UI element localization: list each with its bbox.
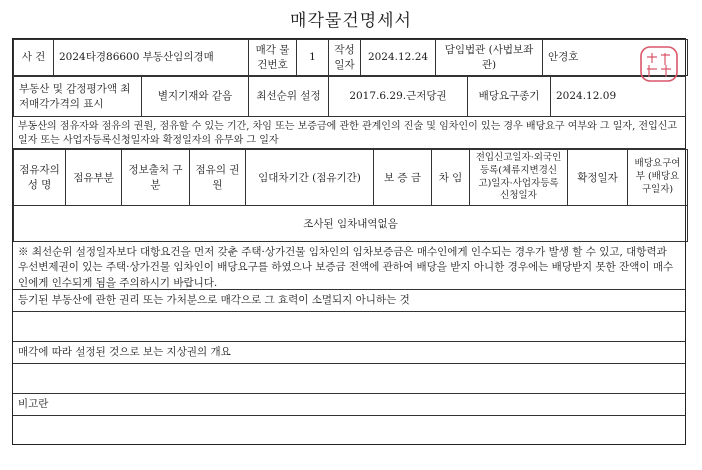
header-occupancy-right: 점유의 권 원 xyxy=(190,150,246,206)
case-value: 2024타경86600 부동산임의경매 xyxy=(54,40,249,76)
judge-value: 안경호 xyxy=(548,51,579,64)
section-label-superficies: 매각에 따라 설정된 것으로 보는 지상권의 개요 xyxy=(13,342,685,364)
priority-value: 2017.6.29.근저당권 xyxy=(329,77,468,117)
section-content-remarks xyxy=(13,416,685,444)
section-content-superficies xyxy=(13,364,685,394)
judge-cell xyxy=(543,40,688,76)
header-occupant-name: 점유자의 성 명 xyxy=(14,150,66,206)
deadline-value: 2024.12.09 xyxy=(551,77,686,117)
header-rent: 차 임 xyxy=(432,150,470,206)
header-lease-period: 임대차기간 (점유기간) xyxy=(246,150,374,206)
section-content-unextinguished-rights xyxy=(13,312,685,342)
header-deposit: 보 증 금 xyxy=(374,150,432,206)
official-seal-icon xyxy=(639,45,679,83)
section-label-remarks: 비고란 xyxy=(13,394,685,416)
auction-statement-document xyxy=(12,38,686,445)
case-info-table xyxy=(13,39,688,76)
case-label: 사 건 xyxy=(14,40,54,76)
header-info-source: 정보출처 구 분 xyxy=(122,150,190,206)
header-occupied-part: 점유부분 xyxy=(66,150,122,206)
appraisal-label: 부동산 및 감정평가액 최저매각가격의 표시 xyxy=(14,77,142,117)
date-label: 작성 일자 xyxy=(329,40,361,76)
item-number-label: 매각 물건번호 xyxy=(249,40,297,76)
priority-label: 최선순위 설정 xyxy=(249,77,329,117)
header-dividend-request: 배당요구여부 (배당요구일자) xyxy=(628,150,688,206)
header-fixed-date: 확정일자 xyxy=(568,150,628,206)
date-value: 2024.12.24 xyxy=(361,40,436,76)
deadline-label: 배당요구종기 xyxy=(468,77,551,117)
notice-text: ※ 최선순위 설정일자보다 대항요건을 먼저 갖춘 주택·상가건물 임차인의 임차보증금은 매수인에게 인수되는 경우가 발생 할 수 있고, 대항력과 우선변제권이 있는 주택·상가건물 임차인이 배당요구를 하였으나 보증금 전액에 관하여 배당을 받지 아니한 경우에는 배당받지 못한 잔액이 매수인에게 인수되게 됨을 주의하시기 바랍니다. xyxy=(13,242,685,290)
header-registration-date: 전입신고일자·외국인등록(체류지변경신고)일자·사업자등록신청일자 xyxy=(470,150,568,206)
judge-label: 담임법관 (사법보좌관) xyxy=(436,40,543,76)
section-label-unextinguished-rights: 등기된 부동산에 관한 권리 또는 가처분으로 매각으로 그 효력이 소멸되지 아니하는 것 xyxy=(13,290,685,312)
item-number-value: 1 xyxy=(297,40,329,76)
occupancy-table xyxy=(13,149,688,242)
appraisal-table xyxy=(13,76,686,117)
occupancy-intro: 부동산의 점유자와 점유의 권원, 점유할 수 있는 기간, 차임 또는 보증금에 관한 관계인의 진술 및 임차인이 있는 경우 배당요구 여부와 그 일자, 전입신고일자 또는 사업자등록신청일자와 확정일자의 유무와 그 일자 xyxy=(13,117,685,149)
occupancy-empty-message: 조사된 임차내역없음 xyxy=(14,206,688,242)
page-title: 매각물건명세서 xyxy=(290,11,412,31)
appraisal-value: 별지기재와 같음 xyxy=(142,77,249,117)
